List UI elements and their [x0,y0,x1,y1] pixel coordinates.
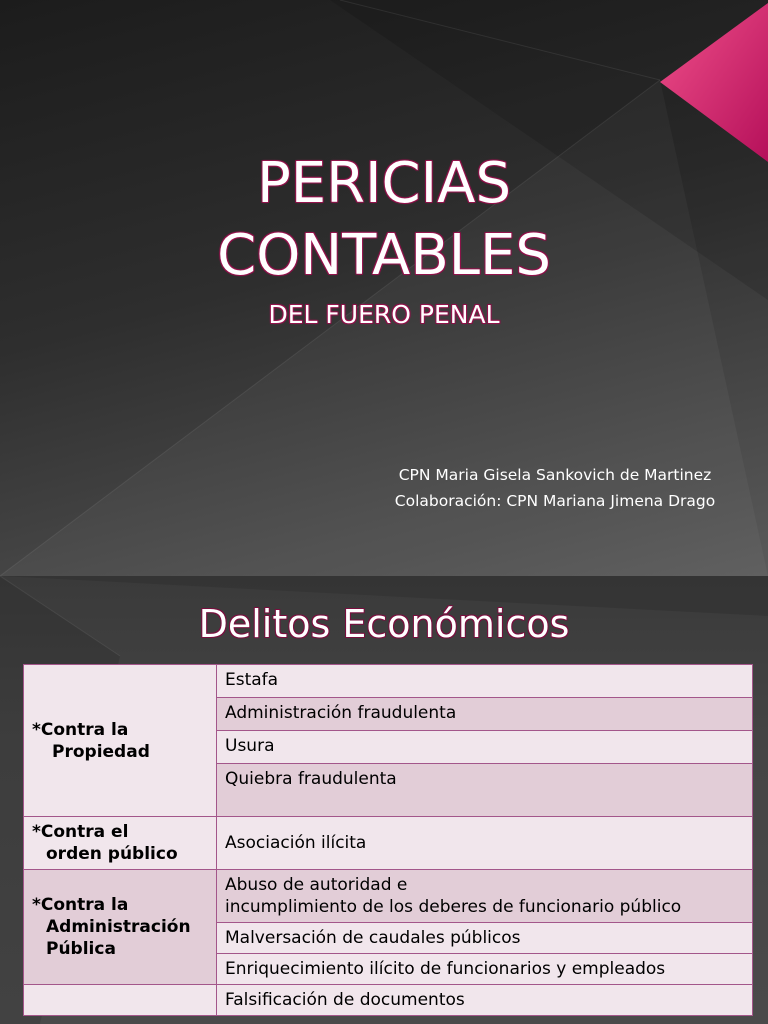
collaborator-name: Colaboración: CPN Mariana Jimena Drago [394,492,716,510]
table-row [24,985,753,1016]
table-row [24,870,753,923]
crime-item: Estafa [217,665,753,698]
category-label: *Contra la [32,719,129,740]
subtitle: DEL FUERO PENAL [268,300,500,329]
category-cell [24,817,217,870]
category-label: orden público [46,844,178,864]
table-row [24,665,753,698]
crime-item: Administración fraudulenta [217,698,753,731]
crime-item-line: incumplimiento de los deberes de funcionario público [225,897,682,917]
crime-item: Falsificación de documentos [217,985,753,1016]
crime-item: Enriquecimiento ilícito de funcionarios y empleados [217,954,753,985]
crime-item: Asociación ilícita [217,817,753,870]
author-name: CPN Maria Gisela Sankovich de Martinez [398,466,712,484]
title-line-1: PERICIAS [256,151,512,216]
category-cell [24,985,217,1016]
category-cell [24,870,217,985]
crime-item-line: Abuso de autoridad e [225,875,408,895]
crime-item [217,870,753,923]
category-label: *Contra la [32,895,129,915]
crime-item: Quiebra fraudulenta [217,764,753,817]
category-label: Administración [46,917,191,937]
crimes-table [23,664,753,1016]
slide-title: Delitos Económicos [198,602,570,646]
category-label: *Contra el [32,822,129,842]
category-label: Propiedad [52,741,150,762]
table-row [24,817,753,870]
crime-item: Usura [217,731,753,764]
category-label: Pública [46,939,116,959]
category-cell [24,665,217,817]
title-line-2: CONTABLES [217,223,551,288]
crime-item: Malversación de caudales públicos [217,923,753,954]
